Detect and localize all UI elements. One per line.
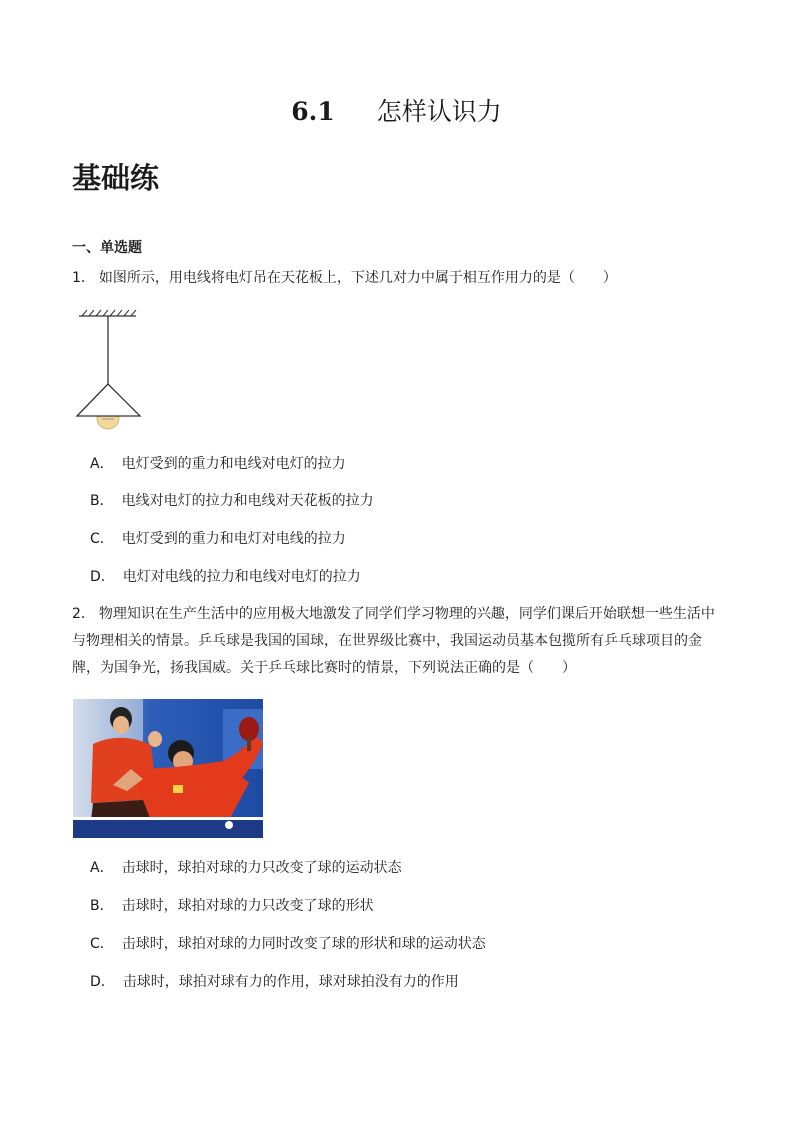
q1-option-c[interactable] [90, 528, 346, 550]
table-tennis-players-photo [73, 699, 263, 838]
option-letter: D． [90, 569, 115, 585]
option-text: 电灯受到的重力和电灯对电线的拉力 [121, 531, 346, 547]
q2-option-c[interactable] [90, 933, 486, 955]
hanging-lamp-diagram [72, 306, 152, 434]
lesson-title: 怎样认识力 [376, 97, 502, 126]
option-letter: C． [90, 936, 114, 952]
section-title: 基础练 [72, 161, 160, 195]
q1-option-b[interactable] [90, 490, 374, 512]
option-text: 击球时，球拍对球的力只改变了球的形状 [121, 898, 374, 914]
option-text: 电灯受到的重力和电线对电灯的拉力 [121, 456, 346, 472]
q2-option-d[interactable] [90, 971, 459, 993]
option-letter: A． [90, 456, 114, 472]
subsection-title: 一、单选题 [72, 240, 142, 256]
question-2 [72, 601, 724, 682]
q1-option-a[interactable] [90, 453, 346, 475]
option-text: 击球时，球拍对球的力只改变了球的运动状态 [121, 860, 402, 876]
question-number: 2． [72, 606, 95, 622]
q2-option-a[interactable] [90, 857, 402, 879]
option-text: 电灯对电线的拉力和电线对电灯的拉力 [122, 569, 361, 585]
lesson-number: 6.1 [291, 97, 335, 126]
question-number: 1． [72, 270, 95, 286]
question-text: 如图所示，用电线将电灯吊在天花板上，下述几对力中属于相互作用力的是（ ） [98, 270, 617, 286]
page-title [0, 92, 793, 132]
option-letter: A． [90, 860, 114, 876]
option-letter: B． [90, 493, 114, 509]
option-text: 击球时，球拍对球的力同时改变了球的形状和球的运动状态 [121, 936, 486, 952]
q1-option-d[interactable] [90, 566, 361, 588]
question-1 [72, 265, 722, 292]
question-text: 物理知识在生产生活中的应用极大地激发了同学们学习物理的兴趣，同学们课后开始联想一些生活中与物理相关的情景。乒乓球是我国的国球，在世界级比赛中，我国运动员基本包揽所有乒乓球项目的金牌，为国争光，扬我国威。关于乒乓球比赛时的情景，下列说法正确的是（ ） [72, 606, 715, 676]
option-letter: C． [90, 531, 114, 547]
option-text: 击球时，球拍对球有力的作用，球对球拍没有力的作用 [122, 974, 459, 990]
q2-option-b[interactable] [90, 895, 374, 917]
option-letter: B． [90, 898, 114, 914]
option-text: 电线对电灯的拉力和电线对天花板的拉力 [121, 493, 374, 509]
option-letter: D． [90, 974, 115, 990]
